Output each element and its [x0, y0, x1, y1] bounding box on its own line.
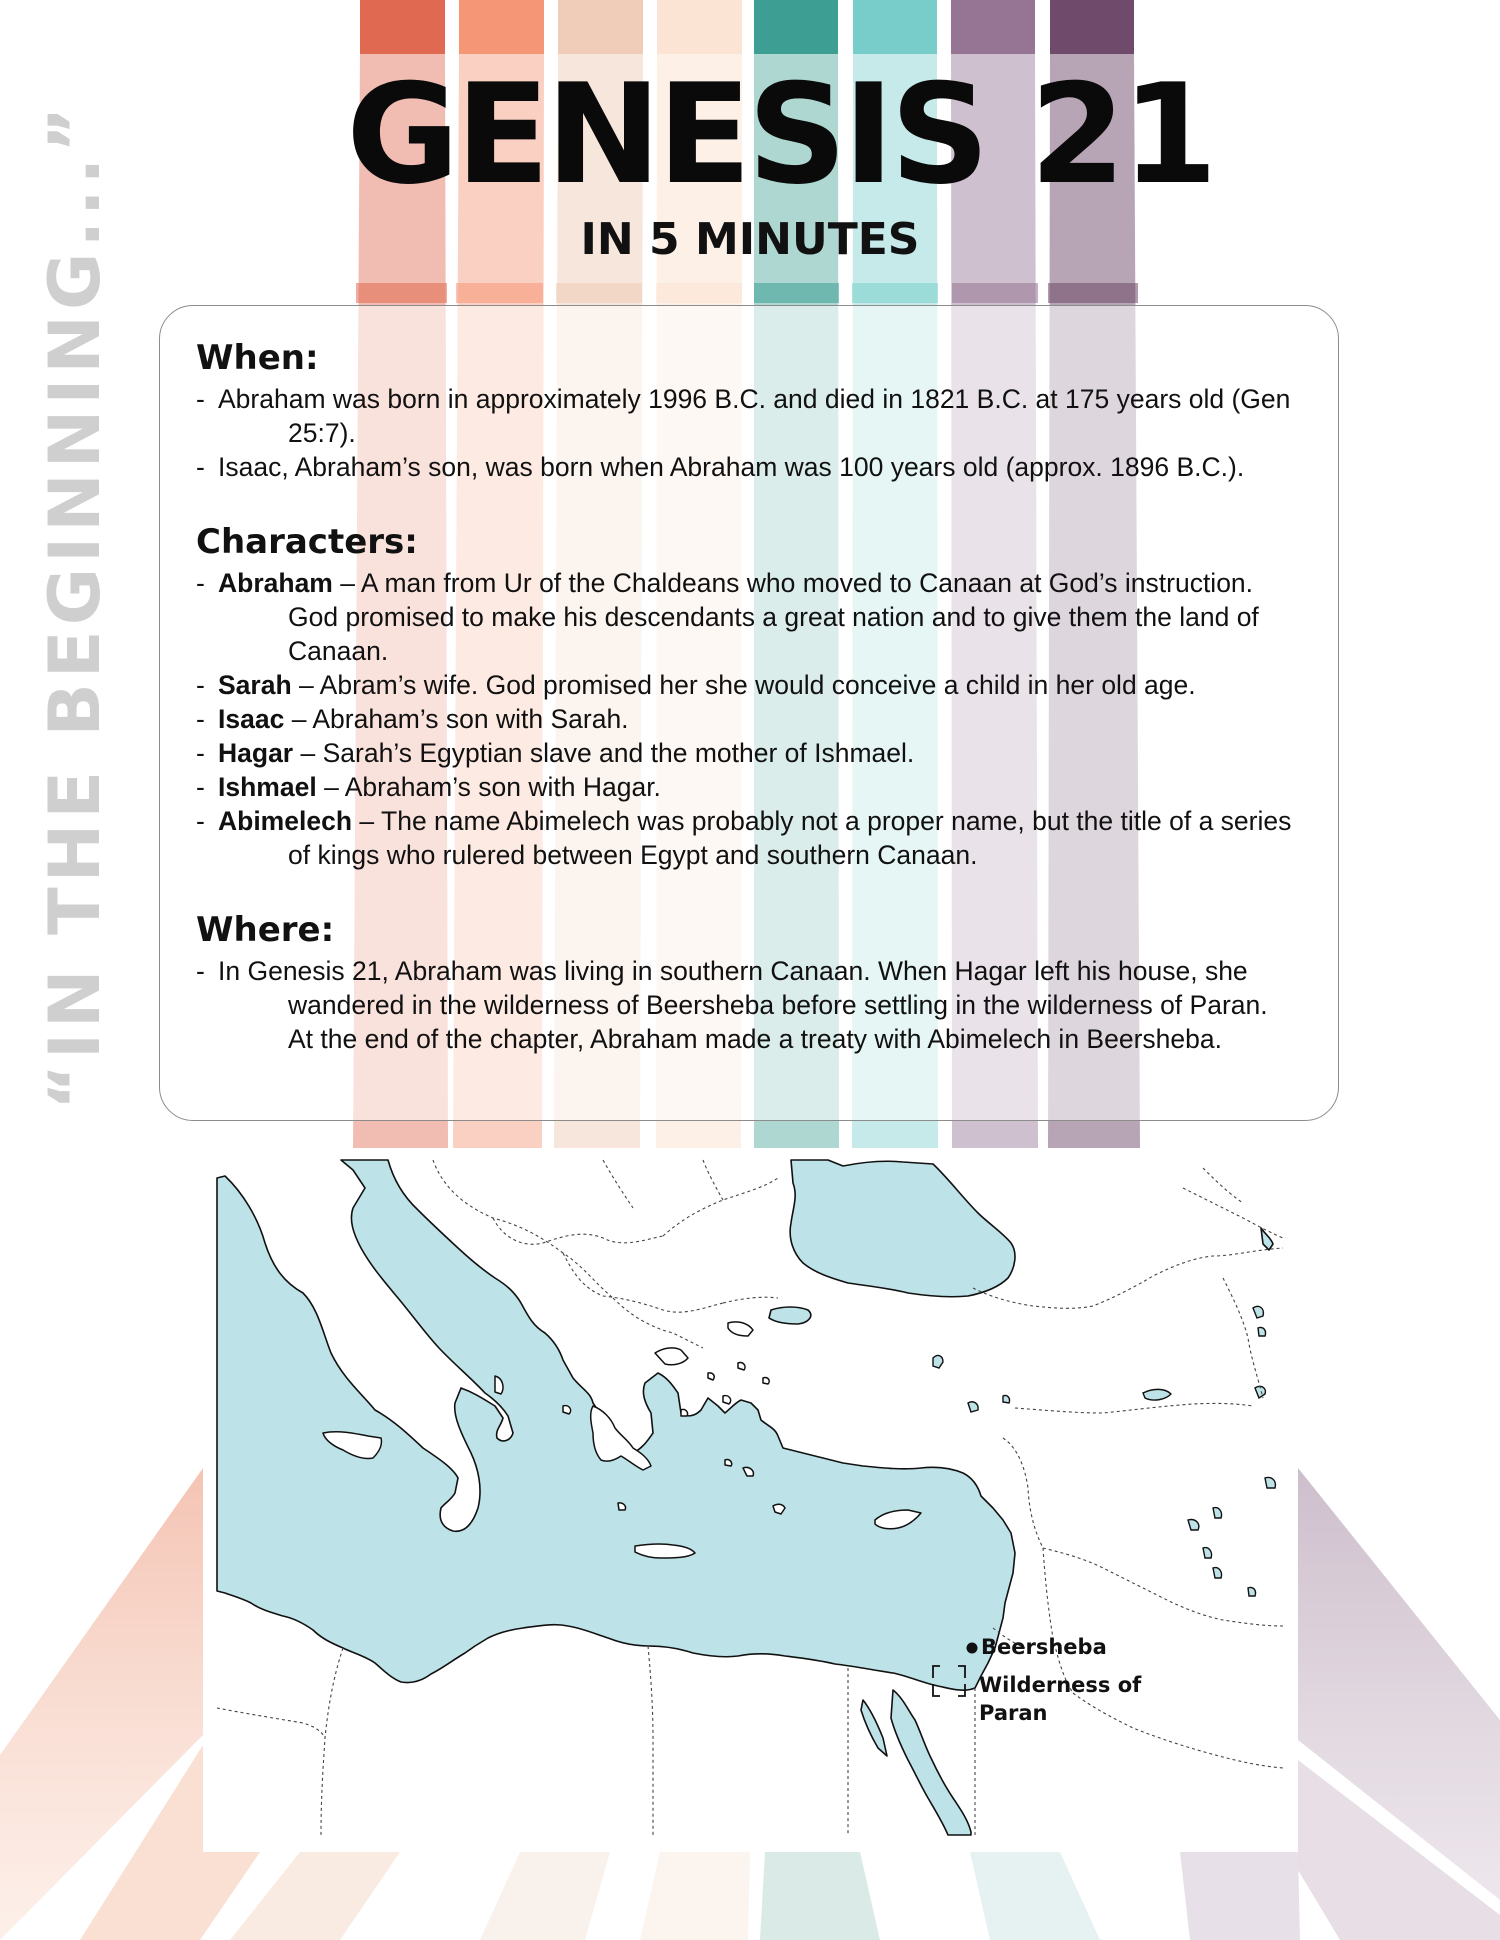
character-description: – The name Abimelech was probably not a proper name, but the title of a series of kings who rulered between Egypt and southern Canaan. — [288, 806, 1292, 870]
list-item: - Isaac – Abraham’s son with Sarah. — [196, 704, 629, 734]
stripe-7 — [951, 0, 1035, 54]
character-name: Ishmael — [218, 772, 317, 802]
list-item: - In Genesis 21, Abraham was living in southern Canaan. When Hagar left his house, she wandered in the wilderness of Beersheba before settling in the wilderness of Paran. At the end of the chapter, Abraham made a treaty with Abimelech in Beersheba. — [196, 956, 1268, 1054]
map-label-paran-line2: Paran — [979, 1701, 1048, 1725]
list-item: - Ishmael – Abraham’s son with Hagar. — [196, 772, 661, 802]
section-heading-characters: Characters: — [196, 522, 418, 562]
character-description: – Sarah’s Egyptian slave and the mother of Ishmael. — [300, 738, 915, 768]
character-description: – Abraham’s son with Sarah. — [291, 704, 629, 734]
info-box — [159, 305, 1339, 1121]
side-quote-text: “IN THE BEGINNING...” — [34, 101, 116, 1110]
item-text: Abraham was born in approximately 1996 B.C. and died in 1821 B.C. at 175 years old (Gen 25:7). — [218, 384, 1291, 448]
when-list — [196, 382, 1298, 484]
character-name: Abraham — [218, 568, 333, 598]
section-heading-when: When: — [196, 338, 319, 378]
map-label-paran-line1: Wilderness of — [979, 1673, 1142, 1697]
where-list — [196, 954, 1298, 1056]
beersheba-marker — [967, 1643, 978, 1654]
list-item: - Sarah – Abram’s wife. God promised her she would conceive a child in her old age. — [196, 670, 1196, 700]
character-name: Isaac — [218, 704, 285, 734]
map — [203, 1148, 1298, 1851]
characters-list — [196, 566, 1298, 872]
list-item: - Hagar – Sarah’s Egyptian slave and the mother of Ishmael. — [196, 738, 915, 768]
page-title: GENESIS 21 — [346, 54, 1214, 215]
item-text: Isaac, Abraham’s son, was born when Abraham was 100 years old (approx. 1896 B.C.). — [218, 452, 1245, 482]
section-when — [196, 336, 1298, 484]
stripe-2 — [459, 0, 544, 54]
list-item: - Abraham was born in approximately 1996 B.C. and died in 1821 B.C. at 175 years old (Gen 25:7). — [196, 384, 1291, 448]
stripe-6 — [853, 0, 937, 54]
map-graphic — [203, 1148, 1298, 1851]
list-item: - Abraham – A man from Ur of the Chaldeans who moved to Canaan at God’s instruction. God promised to make his descendants a great nation and to give them the land of Canaan. — [196, 568, 1259, 666]
section-where — [196, 908, 1298, 1056]
section-heading-where: Where: — [196, 910, 335, 950]
character-description: – A man from Ur of the Chaldeans who moved to Canaan at God’s instruction. God promised to make his descendants a great nation and to give them the land of Canaan. — [288, 568, 1259, 666]
stripe-4 — [657, 0, 742, 54]
character-name: Abimelech — [218, 806, 353, 836]
character-description: – Abraham’s son with Hagar. — [324, 772, 661, 802]
section-characters — [196, 520, 1298, 872]
stripe-1 — [360, 0, 445, 54]
character-name: Sarah — [218, 670, 292, 700]
list-item: - Isaac, Abraham’s son, was born when Abraham was 100 years old (approx. 1896 B.C.). — [196, 452, 1245, 482]
character-name: Hagar — [218, 738, 294, 768]
map-label-beersheba: Beersheba — [981, 1635, 1107, 1659]
item-text: In Genesis 21, Abraham was living in southern Canaan. When Hagar left his house, she wandered in the wilderness of Beersheba before settling in the wilderness of Paran. At the end of the chapter, Abraham made a treaty with Abimelech in Beersheba. — [218, 956, 1268, 1054]
page-subtitle: IN 5 MINUTES — [580, 214, 920, 265]
character-description: – Abram’s wife. God promised her she would conceive a child in her old age. — [299, 670, 1196, 700]
stripe-3 — [558, 0, 643, 54]
list-item: - Abimelech – The name Abimelech was probably not a proper name, but the title of a series of kings who rulered between Egypt and southern Canaan. — [196, 806, 1292, 870]
stripe-8 — [1050, 0, 1134, 54]
stripe-5 — [754, 0, 838, 54]
